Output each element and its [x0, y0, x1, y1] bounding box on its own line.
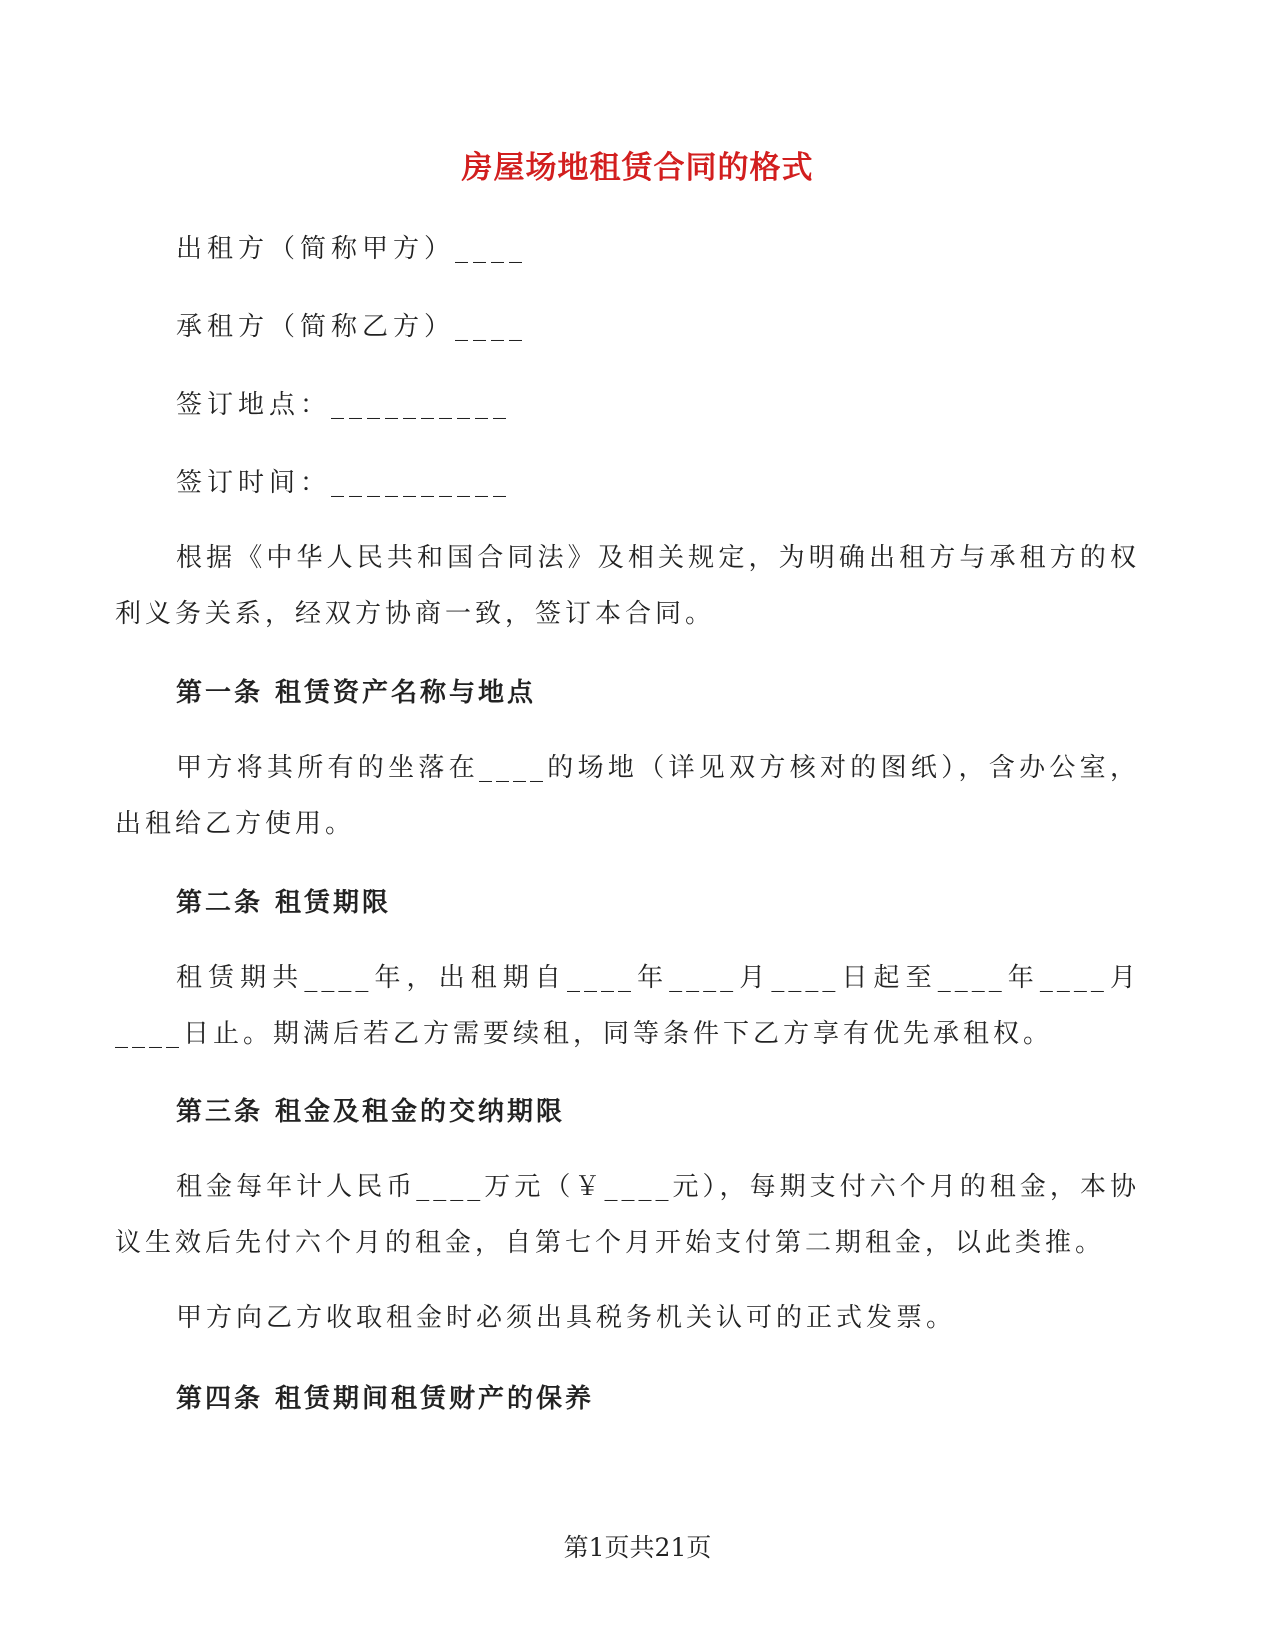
sign-time-line: 签订时间：__________ [176, 468, 512, 498]
article-1-body: 甲方将其所有的坐落在____的场地（详见双方核对的图纸），含办公室，出租给乙方使用。 [115, 753, 1140, 839]
lessor-line: 出租方（简称甲方）____ [176, 234, 528, 264]
lessee-line: 承租方（简称乙方）____ [176, 312, 528, 342]
article-2-heading: 第二条 租赁期限 [176, 888, 392, 918]
article-4-heading: 第四条 租赁期间租赁财产的保养 [176, 1384, 595, 1414]
article-3-body-2: 甲方向乙方收取租金时必须出具税务机关认可的正式发票。 [176, 1303, 957, 1333]
article-3-heading: 第三条 租金及租金的交纳期限 [176, 1097, 566, 1127]
intro-paragraph: 根据《中华人民共和国合同法》及相关规定，为明确出租方与承租方的权利义务关系，经双方协商一致，签订本合同。 [115, 543, 1140, 629]
article-1-heading: 第一条 租赁资产名称与地点 [176, 678, 537, 708]
page-number: 第1页共21页 [563, 1533, 712, 1562]
article-3-body-1: 租金每年计人民币____万元（￥____元），每期支付六个月的租金，本协议生效后先付六个月的租金，自第七个月开始支付第二期租金，以此类推。 [115, 1172, 1140, 1258]
document-title: 房屋场地租赁合同的格式 [461, 150, 814, 186]
sign-place-line: 签订地点：__________ [176, 390, 512, 420]
article-2-body: 租赁期共____年，出租期自____年____月____日起至____年____月____日止。期满后若乙方需要续租，同等条件下乙方享有优先承租权。 [115, 963, 1140, 1049]
